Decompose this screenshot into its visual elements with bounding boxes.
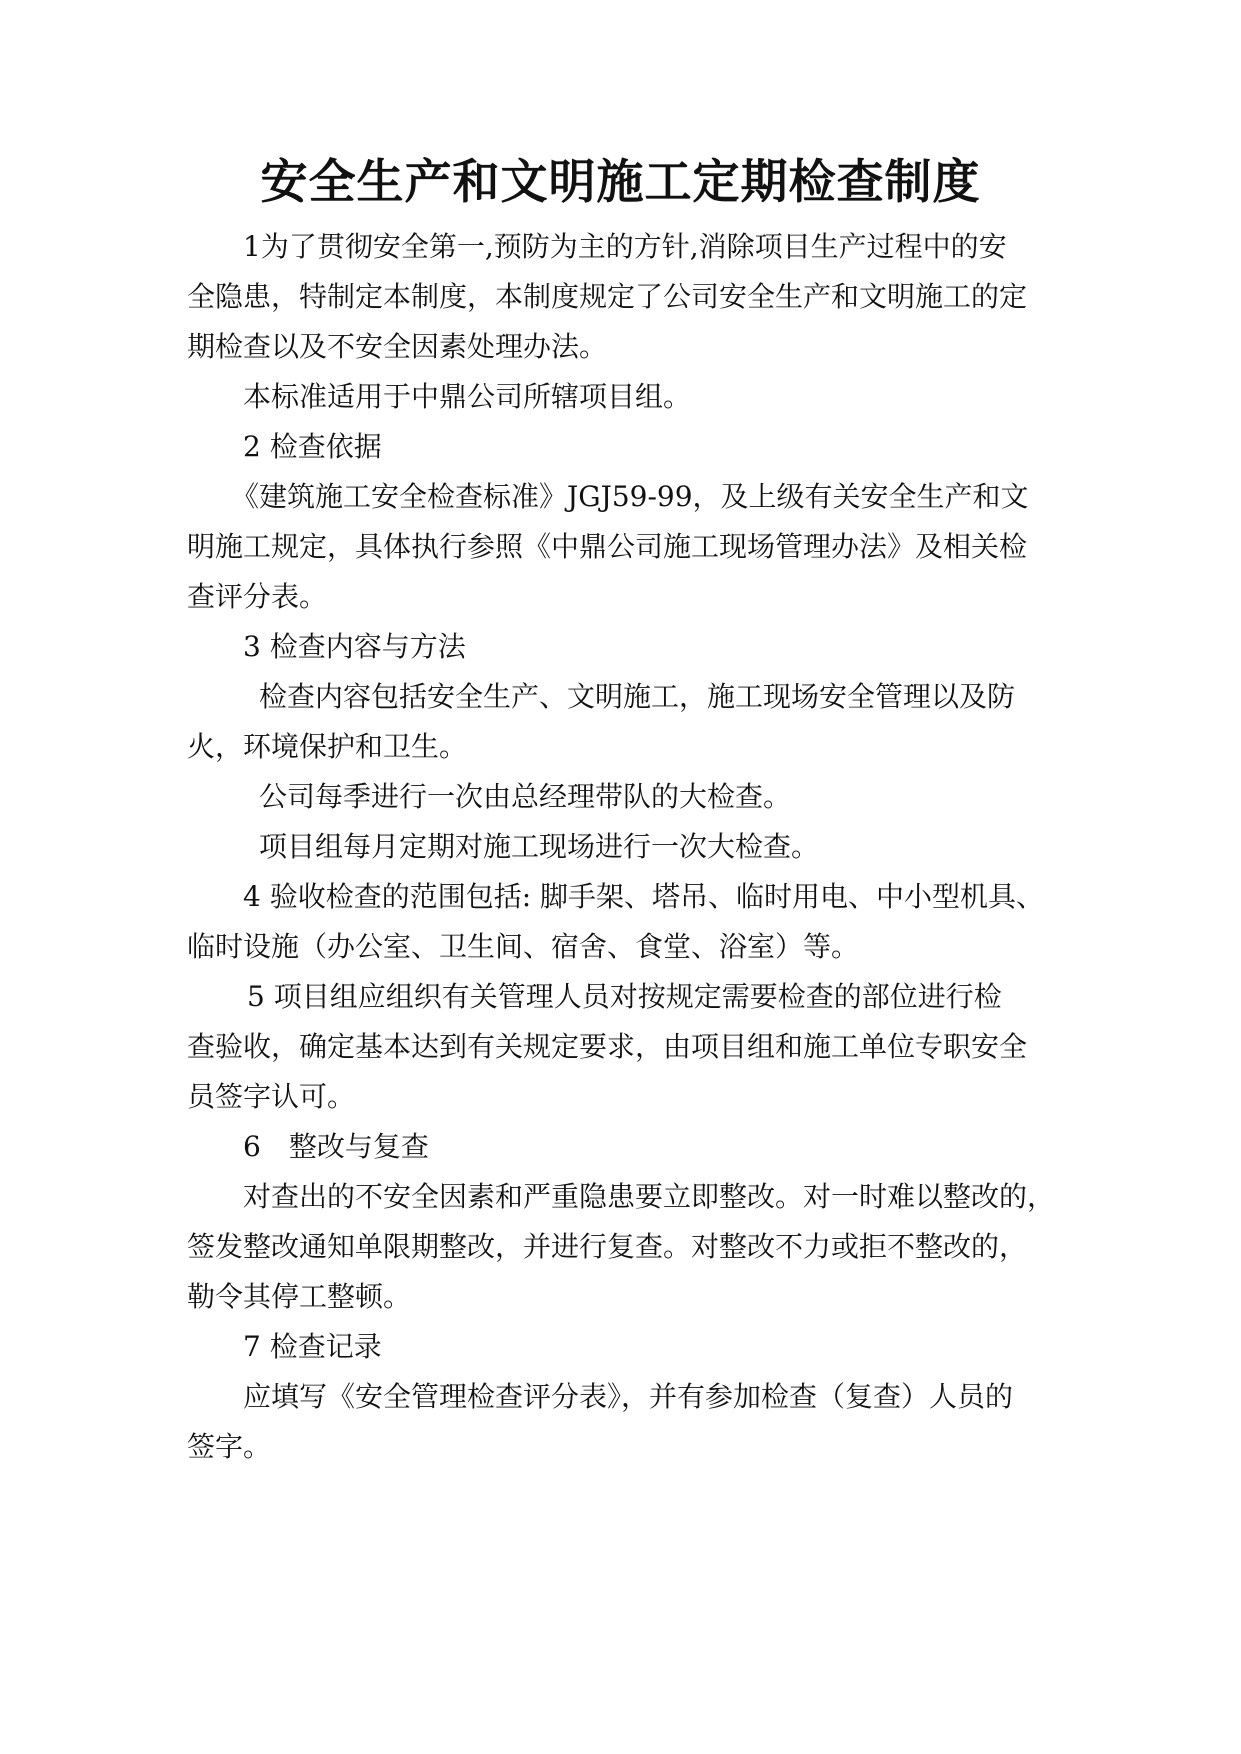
text-line: 临时设施（办公室、卫生间、宿舍、食堂、浴室）等。	[187, 930, 860, 963]
document-body	[187, 222, 1067, 1472]
section-heading-records	[187, 1322, 1067, 1372]
text-line: 火，环境保护和卫生。	[187, 730, 468, 763]
text-line: 查验收，确定基本达到有关规定要求，由项目组和施工单位专职安全	[187, 1030, 1028, 1063]
text-line: 1为了贯彻安全第一,预防为主的方针,消除项目生产过程中的安	[243, 230, 1007, 263]
paragraph-purpose	[187, 222, 1067, 372]
text-line: 检查内容包括安全生产、文明施工，施工现场安全管理以及防	[259, 680, 1016, 713]
paragraph-quarterly-check	[187, 772, 1067, 822]
text-line: 项目组每月定期对施工现场进行一次大检查。	[259, 830, 820, 863]
document-title: 安全生产和文明施工定期检查制度	[260, 155, 981, 210]
text-line: 对查出的不安全因素和严重隐患要立即整改。对一时难以整改的，	[243, 1180, 1056, 1213]
text-line: 期检查以及不安全因素处理办法。	[187, 330, 608, 363]
text-line: 查评分表。	[187, 580, 328, 613]
section-heading-content	[187, 622, 1067, 672]
text-line: 明施工规定，具体执行参照《中鼎公司施工现场管理办法》及相关检	[187, 530, 1028, 563]
section-heading-basis	[187, 422, 1067, 472]
text-line: 签发整改通知单限期整改，并进行复查。对整改不力或拒不整改的，	[187, 1230, 1028, 1263]
text-line: 应填写《安全管理检查评分表》，并有参加检查（复查）人员的	[243, 1380, 1014, 1413]
text-line: 3 检查内容与方法	[243, 630, 466, 663]
text-line: 7 检查记录	[243, 1330, 382, 1363]
paragraph-content	[187, 672, 1067, 772]
text-line: 员签字认可。	[187, 1080, 356, 1113]
text-line: 全隐患，特制定本制度，本制度规定了公司安全生产和文明施工的定	[187, 280, 1028, 313]
text-line: 2 检查依据	[243, 430, 382, 463]
paragraph-basis	[187, 472, 1067, 622]
paragraph-inspection-scope	[187, 872, 1067, 972]
text-line: 本标准适用于中鼎公司所辖项目组。	[243, 380, 692, 413]
paragraph-rectification	[187, 1172, 1067, 1322]
text-line: 6 整改与复查	[243, 1130, 429, 1163]
paragraph-acceptance	[187, 972, 1067, 1122]
text-line: 《建筑施工安全检查标准》JGJ59-99，及上级有关安全生产和文	[231, 480, 1029, 513]
text-line: 勒令其停工整顿。	[187, 1280, 412, 1313]
text-line: 5 项目组应组织有关管理人员对按规定需要检查的部位进行检	[247, 980, 1002, 1013]
section-heading-rectification	[187, 1122, 1067, 1172]
text-line: 公司每季进行一次由总经理带队的大检查。	[259, 780, 792, 813]
text-line: 4 验收检查的范围包括: 脚手架、塔吊、临时用电、中小型机具、	[243, 880, 1045, 913]
paragraph-scope	[187, 372, 1067, 422]
text-line: 签字。	[187, 1430, 272, 1463]
paragraph-monthly-check	[187, 822, 1067, 872]
paragraph-records	[187, 1372, 1067, 1472]
